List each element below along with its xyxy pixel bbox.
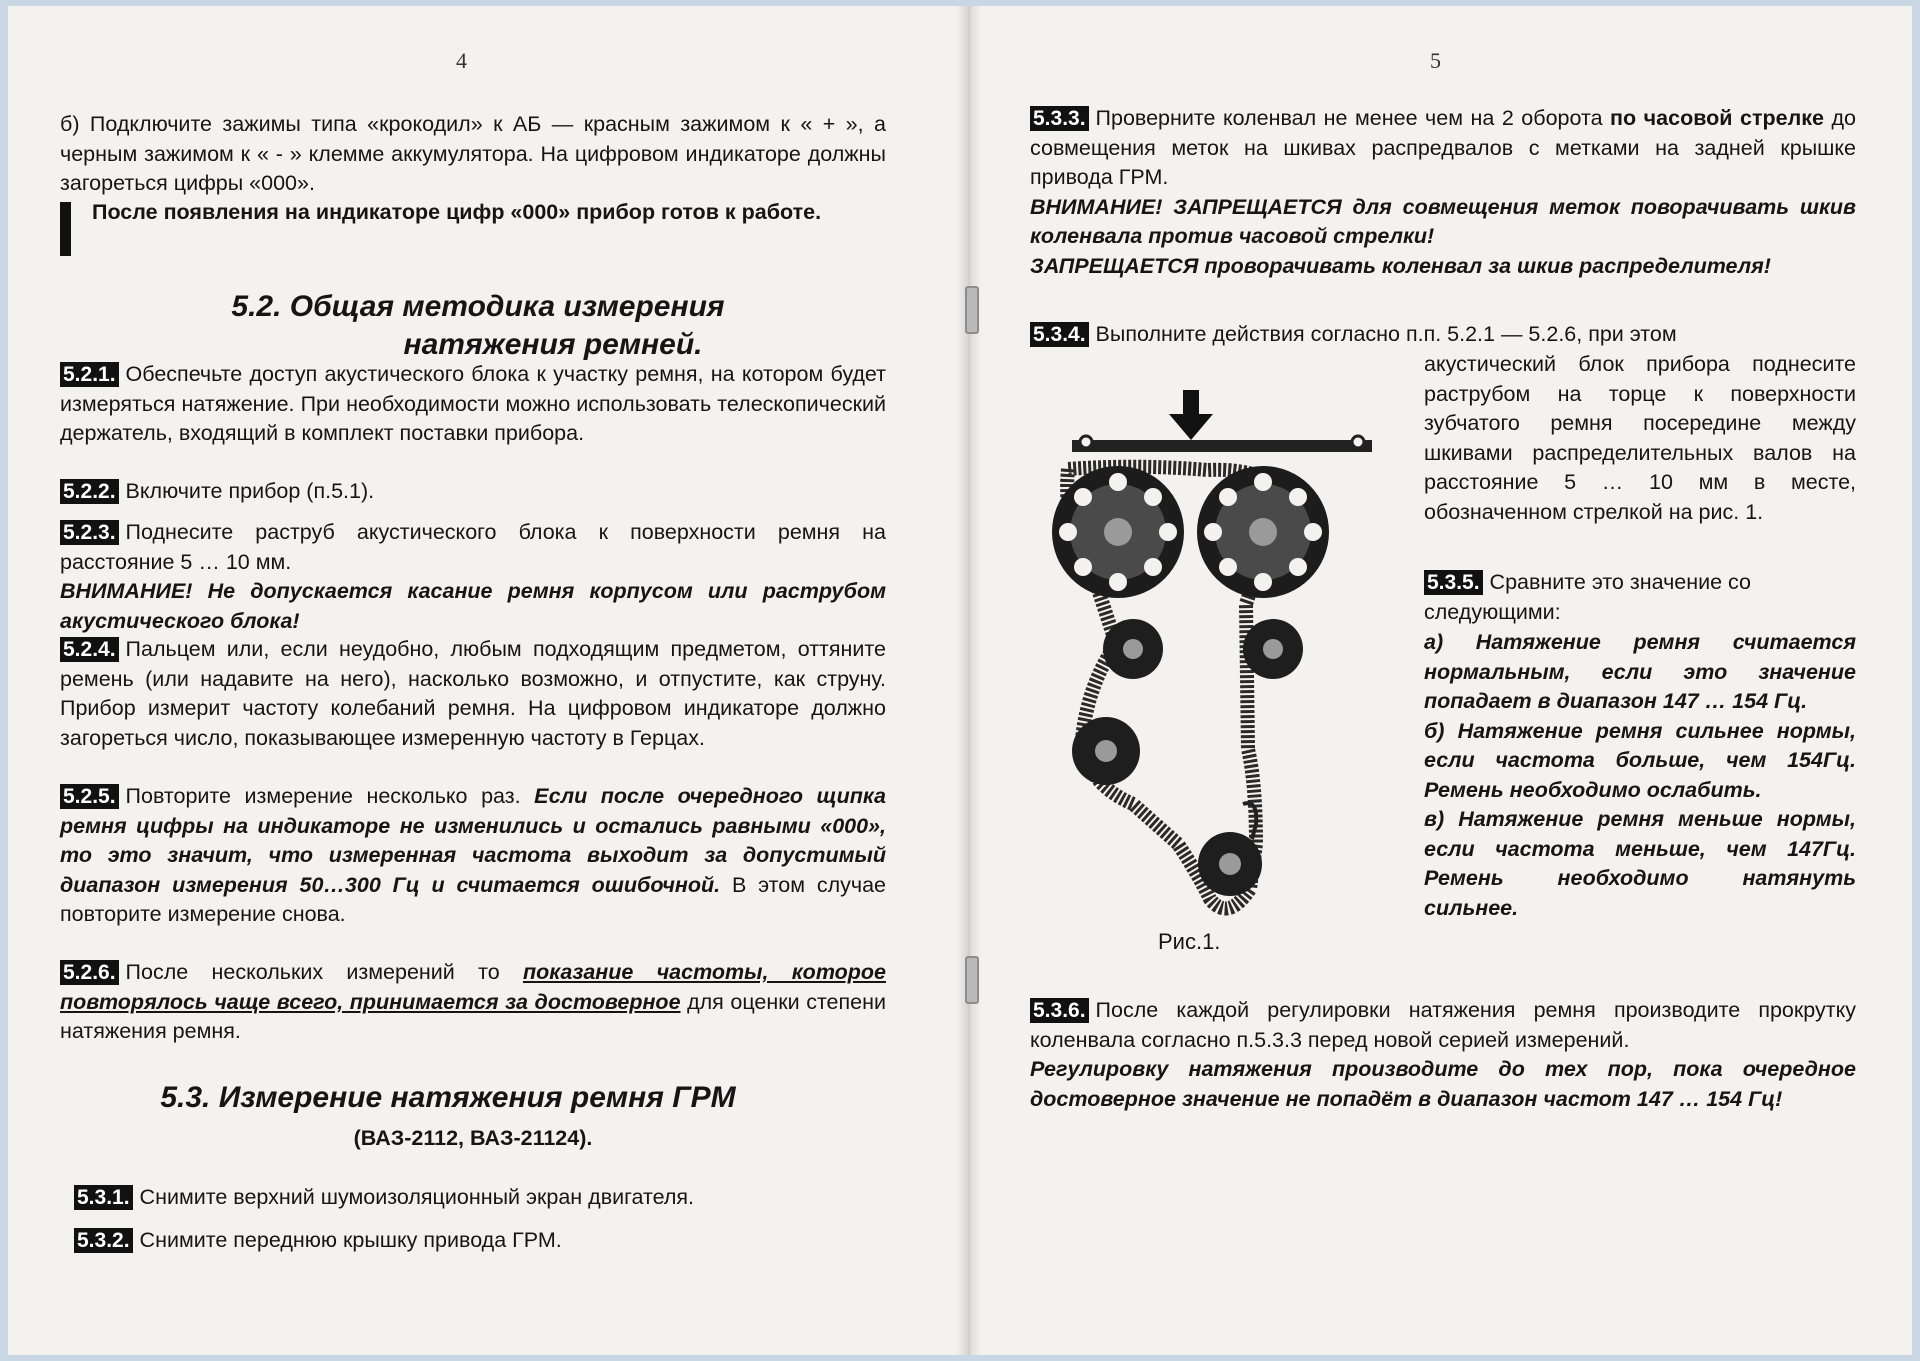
step-text: Снимите переднюю крышку привода ГРМ.	[139, 1228, 562, 1252]
measure-point-arrow	[1169, 390, 1213, 440]
step-5-2-1	[60, 360, 886, 449]
step-emphasis: показание частоты, которое повторялось чаще всего, принимается за достоверное	[60, 960, 887, 1014]
step-text: Сравните это значение со следующими:	[1424, 570, 1752, 624]
step-tag: 5.2.5.	[60, 784, 119, 809]
step-text-end: до совмещения меток на шкивах распредвалов с метками на задней крышке привода ГРМ.	[1030, 106, 1856, 189]
booklet-spread	[8, 6, 1912, 1355]
step-5-2-6	[60, 958, 886, 1047]
step-tag: 5.2.2.	[60, 479, 119, 504]
tensioner-roller	[1103, 619, 1163, 679]
figure-caption: Рис.1.	[1158, 929, 1221, 954]
criterion-normal: а) Натяжение ремня считается нормальным, если это значение попадает в диапазон 147 … 154 Гц.	[1424, 630, 1856, 713]
criteria-list	[1424, 628, 1856, 923]
step-tag: 5.2.6.	[60, 960, 119, 985]
step-tag: 5.3.1.	[74, 1185, 133, 1210]
notice-bar	[60, 202, 71, 256]
step-text: Проверните коленвал не менее чем на 2 оборота	[1095, 106, 1603, 130]
final-note: Регулировку натяжения производите до тех пор, пока очередное достоверное значение не попадёт в диапазон частот 147 … 154 Гц!	[1030, 1057, 1856, 1111]
step-tag: 5.2.3.	[60, 520, 119, 545]
step-5-3-6	[1030, 996, 1856, 1114]
step-5-2-3	[60, 518, 886, 636]
step-5-3-5	[1424, 568, 1856, 627]
step-text: Пальцем или, если неудобно, любым подходящим предметом, оттяните ремень (или надавите на него), насколько возможно, и отпустите, как струну. Прибор измерит частоту колебаний ремня. На цифровом индикаторе должно загореться число, показывающее измеренную частоту в Герцах.	[60, 637, 886, 750]
step-tag: 5.2.1.	[60, 362, 119, 387]
idler-roller	[1243, 619, 1303, 679]
camshaft-pulley-right	[1197, 466, 1329, 598]
step-5-3-2	[74, 1226, 886, 1256]
intro-paragraph: б) Подключите зажимы типа «крокодил» к АБ — красным зажимом к « + », а черным зажимом к « - » клемме аккумулятора. На цифровом индикаторе должны загореться цифры «000».	[60, 112, 886, 195]
criterion-too-tight: б) Натяжение ремня сильнее нормы, если частота больше, чем 154Гц. Ремень необходимо ослабить.	[1424, 718, 1856, 802]
step-5-3-4-body: акустический блок прибора поднесите раструбом на торце к поверхности зубчатого ремня посередине между шкивами распределительных валов на расстояние 5 … 10 мм в месте, обозначенном стрелкой на рис. 1.	[1424, 352, 1856, 524]
warning-5-3-3-a: ВНИМАНИЕ! ЗАПРЕЩАЕТСЯ для совмещения меток поворачивать шкив коленвала против часовой стрелки!	[1030, 194, 1856, 248]
criterion-too-loose: в) Натяжение ремня меньше нормы, если частота меньше, чем 147Гц. Ремень необходимо натянуть сильнее.	[1424, 807, 1856, 920]
step-warning: Если после очередного щипка ремня цифры на индикаторе не изменились и остались равными «000», то это значит, что измеренная частота выходит за допустимый диапазон измерения 50…300 Гц и считается ошибочной.	[60, 784, 886, 897]
step-5-2-2	[60, 477, 886, 507]
step-tag: 5.3.5.	[1424, 570, 1483, 595]
step-5-3-3	[1030, 104, 1856, 281]
left-page	[8, 6, 966, 1355]
camshaft-pulley-left	[1052, 466, 1184, 598]
step-5-2-5	[60, 782, 886, 930]
water-pump-pulley	[1072, 717, 1140, 785]
step-tag: 5.3.3.	[1030, 106, 1089, 131]
step-tag: 5.2.4.	[60, 637, 119, 662]
page-number: 5	[1430, 48, 1441, 73]
step-tag: 5.3.2.	[74, 1228, 133, 1253]
step-text: Включите прибор (п.5.1).	[125, 479, 375, 503]
step-text: Снимите верхний шумоизоляционный экран двигателя.	[139, 1185, 694, 1209]
section-5-2-title	[128, 288, 828, 364]
warning-5-2-3: ВНИМАНИЕ! Не допускается касание ремня корпусом или раструбом акустического блока!	[60, 579, 886, 633]
step-text: Выполните действия согласно п.п. 5.2.1 — 5.2.6, при этом	[1095, 322, 1677, 346]
section-5-3-title: 5.3. Измерение натяжения ремня ГРМ	[160, 1081, 736, 1114]
step-5-3-4-intro	[1030, 320, 1856, 350]
ready-notice: После появления на индикаторе цифр «000» прибор готов к работе.	[92, 200, 822, 224]
page-number: 4	[456, 48, 467, 73]
mount-boss-right	[1352, 436, 1364, 448]
step-tag: 5.3.4.	[1030, 322, 1089, 347]
section-5-3-subtitle: (ВАЗ-2112, ВАЗ-21124).	[353, 1126, 593, 1150]
timing-belt-diagram	[1038, 384, 1418, 964]
step-emphasis: по часовой стрелке	[1610, 106, 1824, 130]
warning-5-3-3-b: ЗАПРЕЩАЕТСЯ проворачивать коленвал за шкив распределителя!	[1030, 253, 1771, 278]
step-text-end: В этом случае повторите измерение снова.	[60, 872, 886, 926]
section-5-2-title-line2: натяжения ремней.	[403, 328, 703, 361]
step-5-3-1	[74, 1183, 886, 1213]
step-text: Поднесите раструб акустического блока к поверхности ремня на расстояние 5 … 10 мм.	[60, 520, 886, 574]
mount-boss-left	[1080, 436, 1092, 448]
step-text: Повторите измерение несколько раз.	[125, 784, 521, 808]
right-page	[970, 6, 1912, 1355]
step-5-2-4	[60, 635, 886, 753]
step-text: После нескольких измерений то	[125, 960, 500, 984]
step-text: Обеспечьте доступ акустического блока к участку ремня, на котором будет измеряться натяжение. При необходимости можно использовать телескопический держатель, входящий в комплект поставки прибора.	[60, 362, 886, 445]
crankshaft-pulley	[1198, 832, 1262, 896]
step-tag: 5.3.6.	[1030, 998, 1089, 1023]
step-text-end: для оценки степени натяжения ремня.	[60, 989, 886, 1043]
section-5-2-title-line1: 5.2. Общая методика измерения	[231, 290, 725, 323]
step-text: После каждой регулировки натяжения ремня производите прокрутку коленвала согласно п.5.3.3 перед новой серией измерений.	[1030, 998, 1856, 1052]
upper-housing-bar	[1072, 440, 1372, 452]
